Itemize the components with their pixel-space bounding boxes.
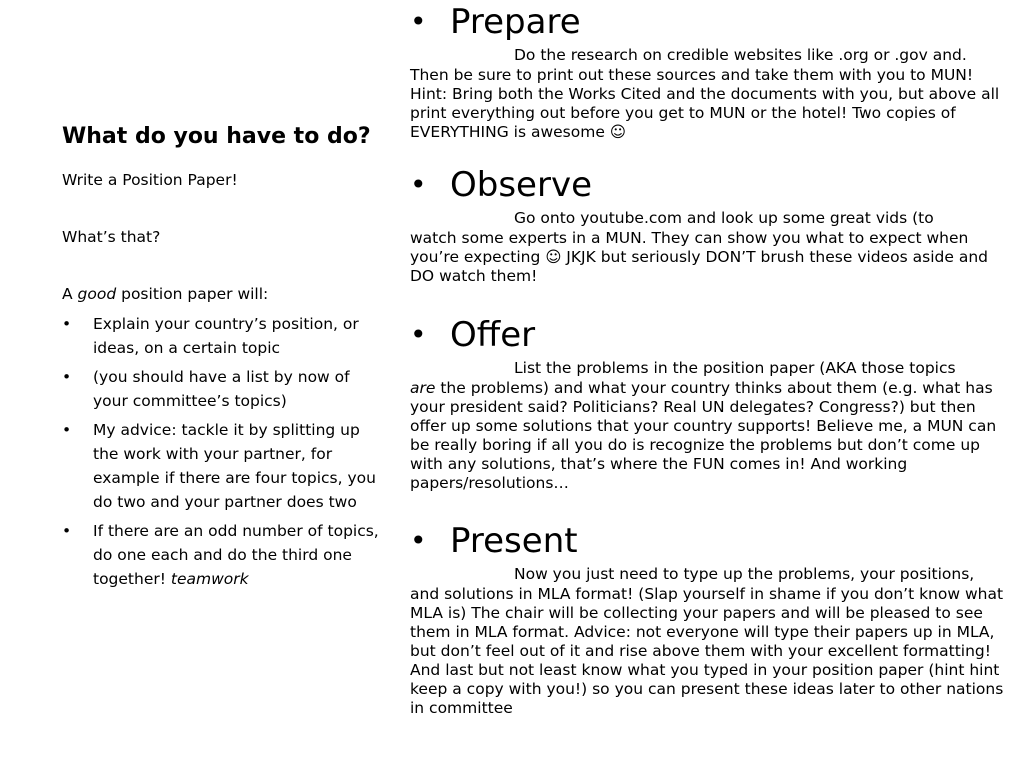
section-prepare <box>410 0 1010 142</box>
section-title <box>410 313 1010 357</box>
title-rest: resent <box>469 521 578 561</box>
criteria-suffix: position paper will: <box>116 285 269 303</box>
section-present <box>410 519 1010 718</box>
section-title-text <box>450 0 581 44</box>
list-item-emphasis: teamwork <box>170 570 249 588</box>
list-item: • Explain your country’s position, or ideas, on a certain topic <box>62 312 380 360</box>
question-line: What’s that? <box>62 228 161 246</box>
list-item: • (you should have a list by now of your committee’s topics) <box>62 365 380 413</box>
body-first-line: List the problems in the position paper (AKA those topics <box>514 359 956 377</box>
criteria-emphasis: good <box>77 285 117 303</box>
section-body <box>410 46 1010 142</box>
section-body <box>410 565 1010 718</box>
bullet-dot: • <box>410 318 427 351</box>
title-first-letter: P <box>450 2 470 42</box>
section-observe <box>410 163 1010 286</box>
section-offer <box>410 313 1010 493</box>
title-first-letter: O <box>450 165 477 205</box>
section-body <box>410 209 1010 286</box>
criteria-intro <box>62 284 268 304</box>
body-text: Then be sure to print out these sources and take them with you to MUN! Hint: Bring both the Works Cited and the documents with you, but above all print everything out before you get to MUN or the hotel! Two copies of EVERYTHING is awesome ☺ <box>410 66 1000 141</box>
title-first-letter: O <box>450 315 477 355</box>
criteria-list <box>62 312 380 596</box>
list-item-text: If there are an odd number of topics, do one each and do the third one together! <box>93 522 379 588</box>
section-title <box>410 163 1010 207</box>
criteria-prefix: A <box>62 285 78 303</box>
body-text: watch some experts in a MUN. They can show you what to expect when you’re expecting ☺ JKJK but seriously DON’T brush these videos aside and DO watch them! <box>410 229 989 285</box>
body-first-line: Now you just need to type up the problems, your positions, <box>514 565 975 583</box>
slide-heading: What do you have to do? <box>62 124 371 149</box>
section-body <box>410 359 1010 493</box>
body-first-line: Go onto youtube.com and look up some great vids (to <box>514 209 934 227</box>
list-item <box>62 519 380 591</box>
bullet-dot: • <box>410 5 427 38</box>
title-rest: repare <box>469 2 581 42</box>
section-title-text <box>450 519 578 563</box>
body-text: and solutions in MLA format! (Slap yourself in shame if you don’t know what MLA is) The chair will be collecting your papers and will be pleased to see them in MLA format. Advice: not everyone will type their papers up in MLA, but don’t feel out of it and rise above them with your excellent formatting! And last but not least know what you typed in your position paper (hint hint keep a copy with you!) so you can present these ideas later to other nations in committee <box>410 585 1004 717</box>
bullet-dot: • <box>410 168 427 201</box>
body-text: the problems) and what your country thinks about them (e.g. what has your president said? Politicians? Real UN delegates? Congress?) but then offer up some solutions that your country supports! Believe me, a MUN can be really boring if all you do is recognize the problems but don’t come up with any solutions, that’s where the FUN comes in! And working papers/resolutions… <box>410 379 997 492</box>
intro-line: Write a Position Paper! <box>62 171 238 189</box>
list-item: • My advice: tackle it by splitting up the work with your partner, for example if there are four topics, you do two and your partner does two <box>62 418 380 514</box>
body-emphasis: are <box>410 379 436 397</box>
title-first-letter: P <box>450 521 470 561</box>
title-rest: ffer <box>476 315 536 355</box>
bullet-dot: • <box>410 524 427 557</box>
section-title <box>410 519 1010 563</box>
section-title <box>410 0 1010 44</box>
body-first-line: Do the research on credible websites like .org or .gov and. <box>514 46 967 64</box>
section-title-text <box>450 313 535 357</box>
section-title-text <box>450 163 592 207</box>
title-rest: bserve <box>476 165 592 205</box>
